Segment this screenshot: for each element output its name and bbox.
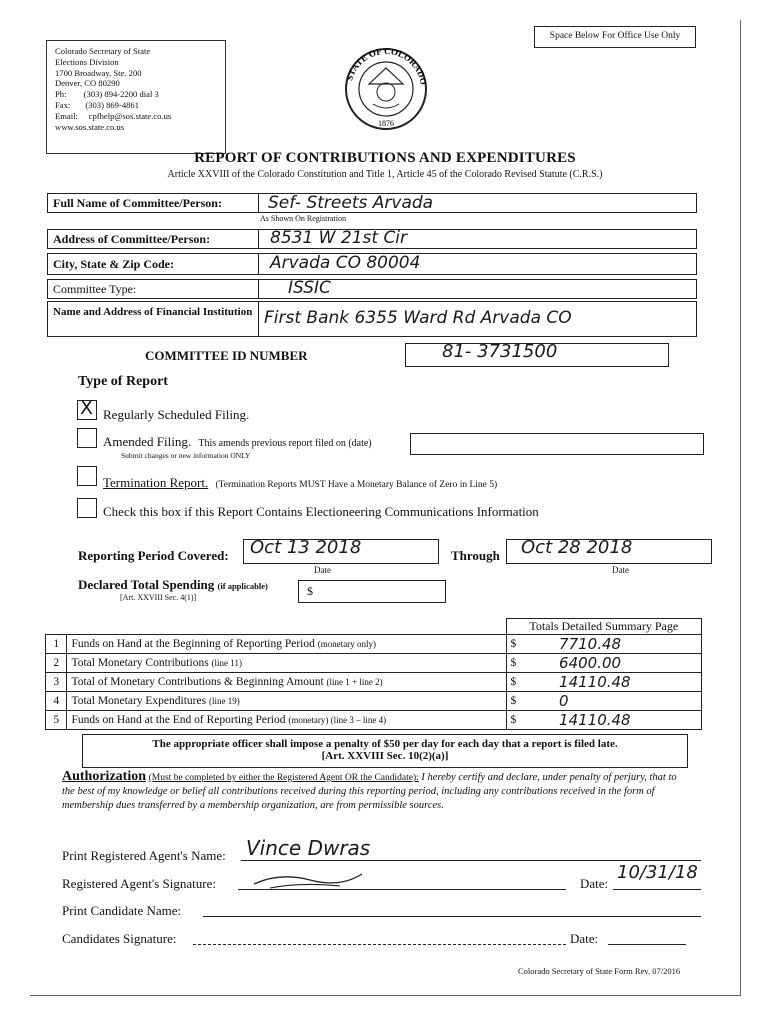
termination-checkbox[interactable] (77, 466, 97, 486)
summary-dollar: $ (506, 692, 529, 711)
regular-filing-checkbox[interactable] (77, 397, 97, 420)
agent-date-line[interactable] (613, 889, 701, 890)
summary-amount-value: 14110.48 (559, 673, 631, 691)
spending-dollar: $ (307, 584, 313, 598)
summary-table (45, 618, 702, 730)
summary-desc-note: (line 11) (211, 658, 242, 668)
agent-signature-scribble (250, 862, 370, 892)
contact-line: Fax: (303) 869-4861 (55, 99, 140, 110)
summary-line-number: 4 (46, 692, 67, 711)
footer: Colorado Secretary of State Form Rev. 07/2016 (518, 966, 681, 976)
summary-amount[interactable] (529, 635, 701, 654)
address-value[interactable]: 8531 W 21st Cir (270, 228, 408, 248)
summary-desc-note: (monetary) (line 3 – line 4) (288, 715, 387, 725)
penalty-line-1: The appropriate officer shall impose a penalty of $50 per day for each day that a report is filed late. (152, 738, 618, 750)
summary-header-row (46, 619, 702, 635)
summary-desc-note: (monetary only) (317, 639, 376, 649)
summary-amount[interactable] (529, 711, 701, 730)
candidate-name-line[interactable] (203, 916, 701, 917)
summary-desc-note: (line 1 + line 2) (326, 677, 383, 687)
summary-row (46, 711, 702, 730)
amended-date-box[interactable] (410, 433, 704, 455)
contact-line: Email: cpfhelp@sos.state.co.us (55, 110, 172, 121)
state-seal-icon (339, 46, 433, 132)
amended-filing-label (103, 434, 372, 450)
address-label: Address of Committee/Person: (53, 232, 211, 246)
agent-name-label: Print Registered Agent's Name: (62, 848, 226, 863)
period-from-caption: Date (314, 565, 331, 575)
summary-row (46, 654, 702, 673)
contact-box (46, 40, 226, 154)
regular-filing-mark: X (80, 397, 94, 419)
page-title: REPORT OF CONTRIBUTIONS AND EXPENDITURES (194, 150, 576, 166)
reporting-period-label: Reporting Period Covered: (78, 548, 229, 563)
bank-row (47, 301, 697, 337)
city-value[interactable]: Arvada CO 80004 (270, 253, 421, 273)
candidate-date-label: Date: (570, 931, 599, 946)
full-name-value[interactable]: Sef- Streets Arvada (268, 193, 434, 213)
summary-amount[interactable] (529, 654, 701, 673)
full-name-label: Full Name of Committee/Person: (53, 196, 222, 210)
period-to-box[interactable] (506, 539, 712, 564)
amended-filing-note: This amends previous report filed on (date) (198, 438, 372, 449)
contact-line: Colorado Secretary of State (55, 46, 151, 56)
spending-label (78, 577, 268, 593)
seal-text: STATE OF COLORADO (344, 46, 429, 86)
office-use-label: Space Below For Office Use Only (549, 31, 681, 41)
summary-desc-text: Funds on Hand at the Beginning of Reporting Period (71, 638, 315, 650)
committee-id-value[interactable]: 81- 3731500 (442, 341, 558, 362)
agent-name-value: Vince Dwras (246, 836, 371, 860)
termination-note: (Termination Reports MUST Have a Monetary Balance of Zero in Line 5) (215, 480, 498, 490)
electioneering-label: Check this box if this Report Contains Electioneering Communications Information (103, 504, 539, 519)
candidate-sig-line[interactable] (193, 944, 566, 945)
bank-label: Name and Address of Financial Institution (53, 306, 253, 318)
summary-row (46, 673, 702, 692)
amended-sub-note: Submit changes or new information ONLY (121, 451, 251, 460)
summary-amount-value: 7710.48 (559, 635, 622, 653)
summary-description (67, 635, 506, 654)
authorization-heading: Authorization (62, 769, 146, 784)
committee-type-value[interactable]: ISSIC (288, 278, 331, 298)
summary-desc-text: Total Monetary Expenditures (71, 695, 207, 707)
seal-year: 1876 (378, 119, 394, 128)
summary-description (67, 673, 506, 692)
contact-line: Denver, CO 80290 (55, 78, 120, 89)
summary-line-number: 3 (46, 673, 67, 692)
committee-type-label: Committee Type: (53, 282, 137, 296)
summary-amount-value: 14110.48 (559, 711, 631, 729)
contact-line: www.sos.state.co.us (55, 121, 125, 132)
summary-amount-value: 6400.00 (559, 654, 622, 672)
contact-line: Elections Division (55, 56, 119, 67)
committee-id-box (405, 343, 669, 367)
penalty-box (82, 734, 688, 768)
summary-header: Totals Detailed Summary Page (506, 619, 701, 635)
summary-desc-text: Funds on Hand at the End of Reporting Period (71, 714, 286, 726)
summary-dollar: $ (506, 673, 529, 692)
type-of-report-heading: Type of Report (78, 374, 168, 389)
summary-line-number: 1 (46, 635, 67, 654)
termination-label (103, 475, 497, 491)
summary-line-number: 5 (46, 711, 67, 730)
spending-text: Declared Total Spending (78, 577, 215, 592)
summary-description (67, 692, 506, 711)
candidate-date-line[interactable] (608, 944, 686, 945)
summary-row (46, 635, 702, 654)
full-name-row (47, 193, 697, 213)
summary-amount[interactable] (529, 673, 701, 692)
spending-ref: [Art. XXVIII Sec. 4(1)] (120, 593, 197, 602)
spending-applicable: (if applicable) (217, 581, 268, 591)
period-from-value: Oct 13 2018 (250, 537, 362, 558)
summary-dollar: $ (506, 711, 529, 730)
agent-date-label: Date: (580, 876, 609, 891)
termination-text: Termination Report. (103, 475, 209, 490)
contact-line: Ph: (303) 894-2200 dial 3 (55, 89, 159, 100)
electioneering-checkbox[interactable] (77, 498, 97, 518)
committee-type-row (47, 279, 697, 299)
as-shown-caption: As Shown On Registration (260, 214, 346, 223)
summary-dollar: $ (506, 654, 529, 673)
summary-description (67, 711, 506, 730)
authorization-must: (Must be completed by either the Registered Agent OR the Candidate): (148, 773, 419, 783)
period-from-box[interactable] (243, 539, 439, 564)
contact-line: 1700 Broadway, Ste. 200 (55, 67, 142, 78)
amended-filing-checkbox[interactable] (77, 428, 97, 448)
summary-desc-text: Total Monetary Contributions (71, 657, 209, 669)
candidate-sig-label: Candidates Signature: (62, 931, 177, 946)
contact-lines (47, 41, 225, 132)
bank-value[interactable]: First Bank 6355 Ward Rd Arvada CO (264, 308, 572, 328)
summary-amount[interactable] (529, 692, 701, 711)
summary-description (67, 654, 506, 673)
summary-line-number: 2 (46, 654, 67, 673)
summary-desc-note: (line 19) (208, 696, 240, 706)
agent-date-value: 10/31/18 (617, 862, 698, 883)
summary-dollar: $ (506, 635, 529, 654)
summary-row (46, 692, 702, 711)
period-to-caption: Date (612, 565, 629, 575)
svg-text:STATE OF COLORADO (344, 46, 429, 86)
city-label: City, State & Zip Code: (53, 257, 174, 271)
summary-amount-value: 0 (559, 692, 569, 710)
agent-name-line[interactable] (241, 860, 701, 861)
committee-id-label: COMMITTEE ID NUMBER (145, 348, 308, 363)
summary-desc-text: Total of Monetary Contributions & Beginning Amount (71, 676, 324, 688)
candidate-name-label: Print Candidate Name: (62, 903, 182, 918)
period-to-value: Oct 28 2018 (521, 537, 633, 558)
amended-filing-text: Amended Filing. (103, 434, 192, 449)
penalty-line-2: [Art. XXVIII Sec. 10(2)(a)] (321, 750, 449, 762)
agent-sig-label: Registered Agent's Signature: (62, 876, 216, 891)
city-row (47, 253, 697, 275)
address-row (47, 229, 697, 249)
authorization-block (62, 770, 692, 813)
regular-filing-label: Regularly Scheduled Filing. (103, 407, 250, 422)
through-label: Through (451, 548, 500, 563)
office-use-box (534, 26, 696, 48)
spending-box[interactable] (298, 580, 446, 603)
page-subtitle: Article XXVIII of the Colorado Constitution and Title 1, Article 45 of the Colorado Revised Statute (C.R.S.) (167, 169, 603, 180)
authorization-text: I hereby certify and declare, under penalty of perjury, that to the best of my knowledge or belief all contributions received during this reporting period, including any contributions received in the form of membership dues transferred by a membership organization, are from permissible sources. (62, 772, 677, 811)
